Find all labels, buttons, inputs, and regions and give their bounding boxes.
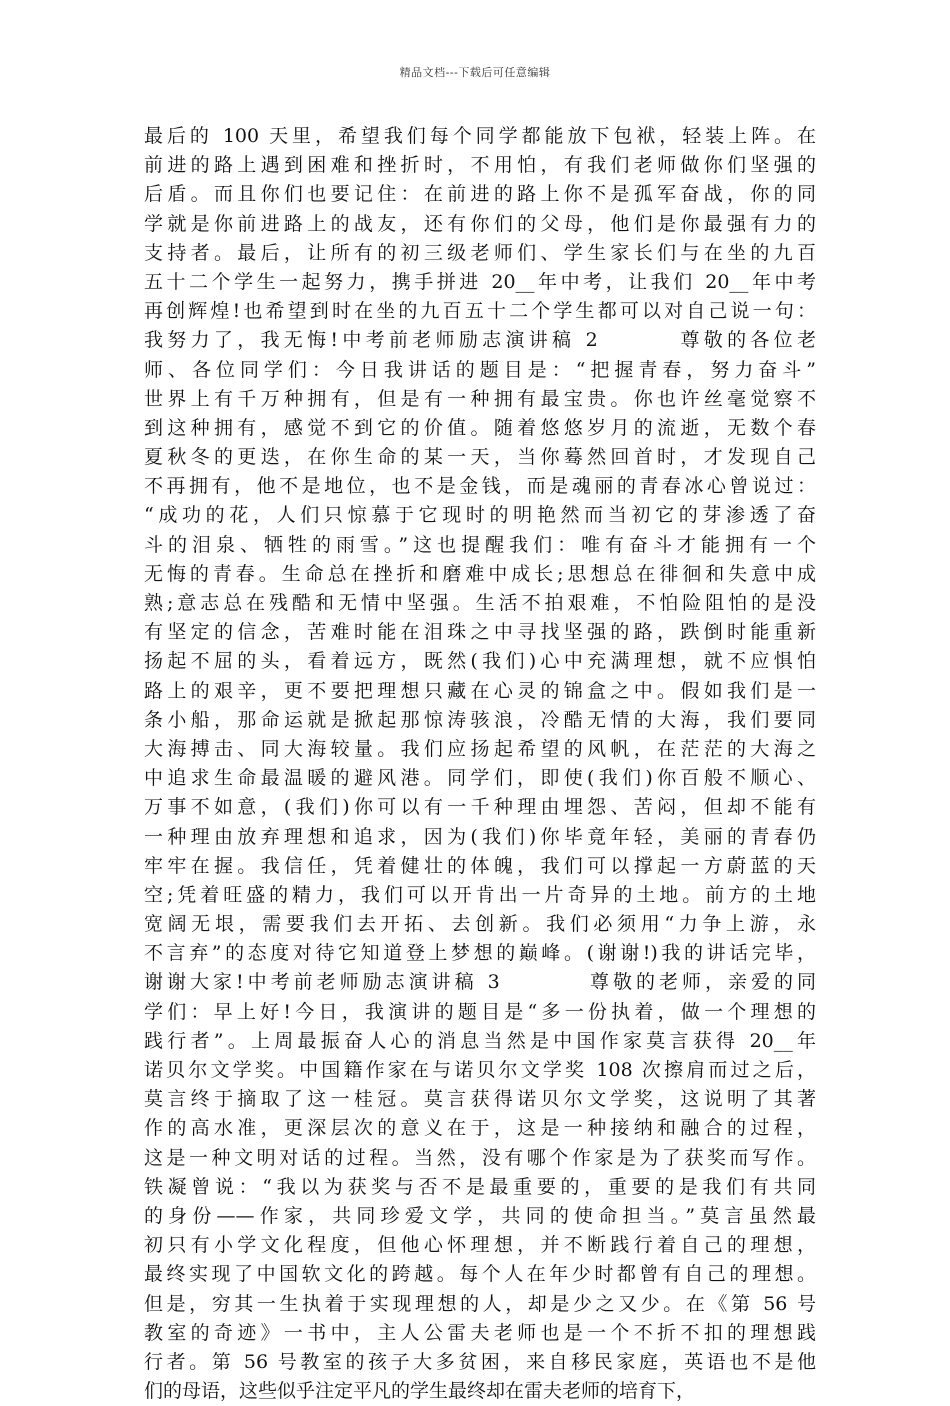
body-line: 这是一种文明对话的过程。当然，没有哪个作家是为了获奖而写作。 (144, 1146, 816, 1169)
body-line: 教室的奇迹》一书中，主人公雷夫老师也是一个不折不扣的理想践 (144, 1321, 816, 1344)
body-line: 中追求生命最温暖的避风港。同学们，即使(我们)你百般不顺心、 (144, 767, 816, 790)
body-line: 路上的艰辛，更不要把理想只藏在心灵的锦盒之中。假如我们是一 (144, 679, 816, 702)
body-line: 不再拥有，他不是地位，也不是金钱，而是魂丽的青春冰心曾说过： (144, 475, 816, 498)
body-line: 斗的泪泉、牺牲的雨雪。”这也提醒我们：唯有奋斗才能拥有一个 (144, 533, 816, 556)
body-line: 但是，穷其一生执着于实现理想的人，却是少之又少。在《第 56 号 (144, 1292, 816, 1315)
body-line: 莫言终于摘取了这一桂冠。莫言获得诺贝尔文学奖，这说明了其著 (144, 1088, 816, 1111)
body-line: 空;凭着旺盛的精力，我们可以开肯出一片奇异的土地。前方的土地 (144, 883, 816, 906)
body-line: 五十二个学生一起努力，携手拼进 20__年中考，让我们 20__年中考 (144, 270, 816, 293)
body-line: 牢牢在握。我信任，凭着健壮的体魄，我们可以撑起一方蔚蓝的天 (144, 854, 816, 877)
page-header: 精品文档---下载后可任意编辑 (399, 66, 551, 79)
body-line: 行者。第 56 号教室的孩子大多贫困，来自移民家庭，英语也不是他 (144, 1350, 816, 1373)
body-line: 铁凝曾说：“我以为获奖与否不是最重要的，重要的是我们有共同 (144, 1175, 816, 1198)
body-line: 不言弃”的态度对待它知道登上梦想的巅峰。(谢谢!)我的讲话完毕， (144, 942, 816, 965)
body-line: 再创辉煌!也希望到时在坐的九百五十二个学生都可以对自己说一句： (144, 300, 816, 323)
body-text (144, 122, 816, 1406)
body-line: “成功的花，人们只惊慕于它现时的明艳然而当初它的芽渗透了奋 (144, 504, 816, 527)
body-line: 有坚定的信念，苦难时能在泪珠之中寻找坚强的路，跌倒时能重新 (144, 621, 816, 644)
body-line: 支持者。最后，让所有的初三级老师们、学生家长们与在坐的九百 (144, 241, 816, 264)
body-line: 师、各位同学们：今日我讲话的题目是：“把握青春，努力奋斗” (144, 358, 816, 381)
body-line: 践行者”。上周最振奋人心的消息当然是中国作家莫言获得 20__年 (144, 1029, 816, 1052)
body-line: 学就是你前进路上的战友，还有你们的父母，他们是你最强有力的 (144, 212, 816, 235)
body-line: 最终实现了中国软文化的跨越。每个人在年少时都曾有自己的理想。 (144, 1263, 816, 1286)
body-line: 我努力了，我无悔!中考前老师励志演讲稿 2 尊敬的各位老 (144, 329, 816, 352)
body-line: 条小船，那命运就是掀起那惊涛骇浪，冷酷无情的大海，我们要同 (144, 708, 816, 731)
body-line: 的身份——作家，共同珍爱文学，共同的使命担当。”莫言虽然最 (144, 1204, 816, 1227)
body-line: 无悔的青春。生命总在挫折和磨难中成长;思想总在徘徊和失意中成 (144, 562, 816, 585)
body-line: 最后的 100 天里，希望我们每个同学都能放下包袱，轻装上阵。在 (144, 125, 816, 147)
body-line: 扬起不屈的头，看着远方，既然(我们)心中充满理想，就不应惧怕 (144, 650, 816, 673)
body-line: 诺贝尔文学奖。中国籍作家在与诺贝尔文学奖 108 次擦肩而过之后， (144, 1059, 816, 1081)
body-line: 万事不如意，(我们)你可以有一千种理由埋怨、苦闷，但却不能有 (144, 796, 816, 819)
body-line: 学们：早上好!今日，我演讲的题目是“多一份执着，做一个理想的 (144, 1000, 816, 1023)
body-line: 作的高水准，更深层次的意义在于，这是一种接纳和融合的过程， (144, 1117, 816, 1140)
body-line: 熟;意志总在残酷和无情中坚强。生活不拍艰难，不怕险阻怕的是没 (144, 592, 816, 614)
body-line: 一种理由放弃理想和追求，因为(我们)你毕竟年轻，美丽的青春仍 (144, 825, 816, 848)
body-line: 前进的路上遇到困难和挫折时，不用怕，有我们老师做你们坚强的 (144, 154, 816, 177)
body-line: 到这种拥有，感觉不到它的价值。随着悠悠岁月的流逝，无数个春 (144, 416, 816, 439)
body-line: 大海搏击、同大海较量。我们应扬起希望的风帆，在茫茫的大海之 (144, 737, 816, 760)
body-line: 夏秋冬的更迭，在你生命的某一天，当你蓦然回首时，才发现自己 (144, 446, 816, 469)
body-line: 们的母语，这些似乎注定平凡的学生最终却在雷夫老师的培育下， (144, 1380, 696, 1403)
body-line: 初只有小学文化程度，但他心怀理想，并不断践行着自己的理想， (144, 1234, 816, 1257)
body-line: 宽阔无垠，需要我们去开拓、去创新。我们必须用“力争上游，永 (144, 913, 816, 936)
body-line: 谢谢大家!中考前老师励志演讲稿 3 尊敬的老师，亲爱的同 (144, 971, 816, 994)
body-line: 世界上有千万种拥有，但是有一种拥有最宝贵。你也许丝毫觉察不 (144, 387, 816, 410)
body-line: 后盾。而且你们也要记住：在前进的路上你不是孤军奋战，你的同 (144, 183, 816, 206)
